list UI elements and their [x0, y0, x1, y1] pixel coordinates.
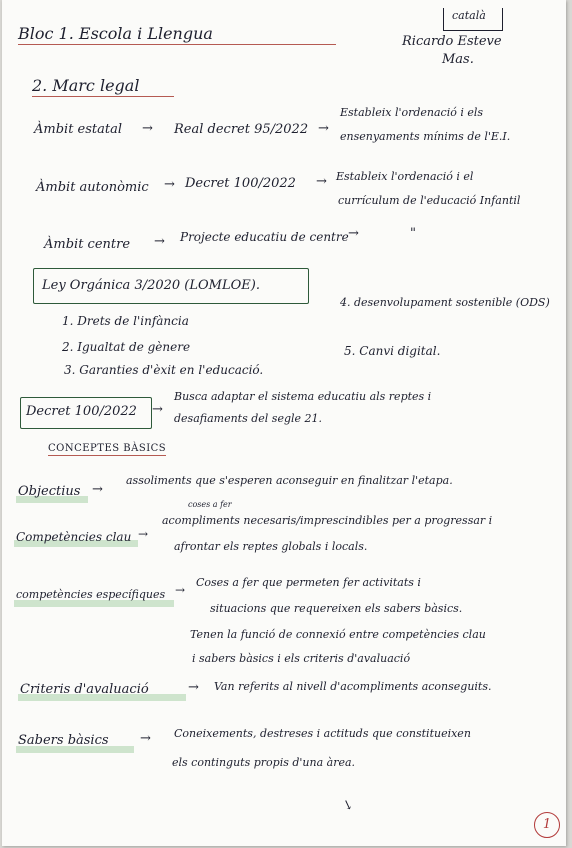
decret-desc-line2: desafiaments del segle 21. — [174, 412, 323, 425]
ambit-law: Projecte educatiu de centre — [180, 230, 349, 244]
arrow-icon: → — [316, 174, 327, 189]
concepts-title: CONCEPTES BÀSICS — [48, 443, 167, 454]
concept-def-line1: acompliments necesaris/imprescindibles per a progressar i — [162, 514, 493, 527]
concept-def-line4: i sabers bàsics i els criteris d'avaluació — [192, 652, 411, 665]
ambit-desc-line1: Estableix l'ordenació i els — [340, 106, 484, 119]
section-title: 2. Marc legal — [32, 76, 174, 97]
ambit-law: Real decret 95/2022 — [174, 122, 309, 137]
concept-def-line1: Van referits al nivell d'acompliments aconseguits. — [214, 680, 492, 693]
arrow-icon: → — [188, 680, 199, 695]
ambit-desc-line2: ensenyaments mínims de l'E.I. — [340, 130, 511, 143]
author-surname: Mas. — [442, 52, 474, 67]
concept-def-line1: assoliments que s'esperen aconseguir en finalitzar l'etapa. — [126, 474, 453, 487]
concept-def-line2: afrontar els reptes globals i locals. — [174, 540, 368, 553]
ambit-label: Àmbit centre — [44, 237, 131, 252]
list-item: 2. Igualtat de gènere — [62, 340, 191, 354]
page-number: 1 — [534, 812, 560, 838]
ambit-label: Àmbit autonòmic — [36, 180, 149, 195]
author-name: Ricardo Esteve — [402, 34, 502, 49]
arrow-icon: → — [140, 731, 151, 746]
concept-def-line3: Tenen la funció de connexió entre competències clau — [190, 628, 486, 641]
arrow-icon: → — [142, 121, 153, 136]
concept-term: Competències clau — [16, 530, 132, 544]
concept-def-line1: Coneixements, destreses i actituds que constitueixen — [174, 727, 471, 740]
ambit-desc-line1: Estableix l'ordenació i el — [336, 170, 474, 183]
arrow-icon: → — [152, 402, 163, 417]
highlight-mark — [14, 600, 174, 607]
concept-term: Criteris d'avaluació — [20, 682, 149, 697]
ambit-desc-line2: currículum de l'educació Infantil — [338, 194, 521, 207]
list-item: 3. Garanties d'èxit en l'educació. — [64, 363, 264, 377]
decret-desc-line1: Busca adaptar el sistema educatiu als reptes i — [174, 390, 432, 403]
ambit-label: Àmbit estatal — [34, 122, 123, 137]
arrow-icon: → — [92, 482, 103, 497]
arrow-icon: → — [138, 527, 149, 541]
concept-def-line2: situacions que requereixen els sabers bàsics. — [210, 602, 463, 615]
concept-term: Sabers bàsics — [18, 733, 109, 748]
ditto-mark: " — [410, 226, 416, 241]
arrow-icon: → — [348, 226, 359, 241]
concept-def-line1: Coses a fer que permeten fer activitats i — [196, 576, 421, 589]
concept-term: Objectius — [18, 484, 81, 499]
list-item: 1. Drets de l'infància — [62, 314, 189, 328]
lomloe-label: Ley Orgánica 3/2020 (LOMLOE). — [42, 278, 260, 293]
concept-note: coses a fer — [188, 500, 232, 509]
arrow-icon: → — [175, 583, 186, 597]
language-tag: català — [452, 9, 486, 22]
list-item: 5. Canvi digital. — [344, 344, 441, 358]
page-turn-icon: ↘ — [339, 796, 356, 815]
concept-def-line2: els continguts propis d'una àrea. — [172, 756, 356, 769]
decret-label: Decret 100/2022 — [26, 404, 137, 419]
arrow-icon: → — [164, 177, 175, 192]
list-item: 4. desenvolupament sostenible (ODS) — [340, 296, 550, 309]
page-title: Bloc 1. Escola i Llengua — [18, 24, 336, 45]
concept-term: competències específiques — [16, 588, 166, 601]
arrow-icon: → — [318, 121, 329, 136]
arrow-icon: → — [154, 234, 165, 249]
ambit-law: Decret 100/2022 — [185, 176, 296, 191]
notebook-page — [2, 0, 566, 846]
